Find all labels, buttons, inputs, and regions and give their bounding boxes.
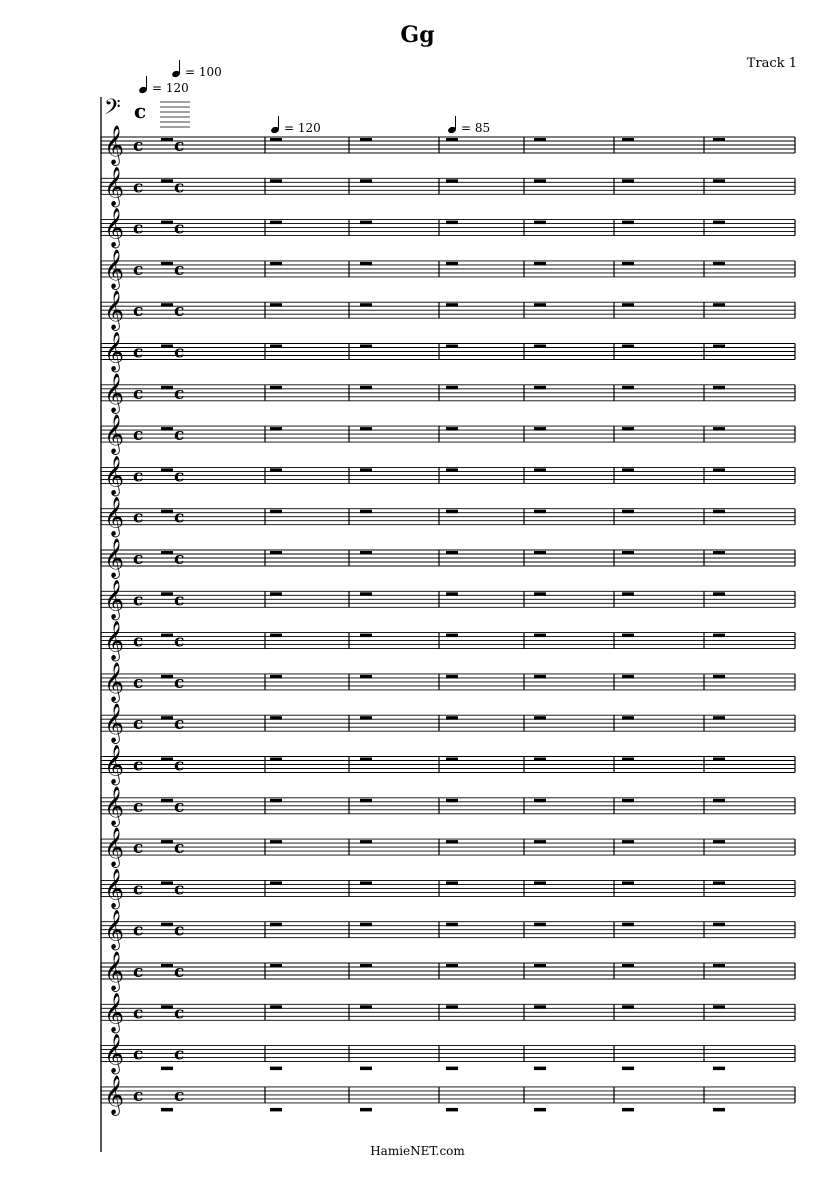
whole-rest — [446, 592, 458, 596]
whole-rest — [161, 551, 173, 555]
whole-rest — [360, 303, 372, 307]
whole-rest — [713, 881, 725, 885]
whole-rest — [534, 303, 546, 307]
whole-rest — [360, 1005, 372, 1009]
whole-rest — [161, 138, 173, 142]
whole-rest — [713, 551, 725, 555]
whole-rest — [534, 716, 546, 720]
time-signature: c — [133, 1085, 144, 1106]
whole-rest — [360, 716, 372, 720]
whole-rest — [161, 345, 173, 349]
whole-rest — [534, 345, 546, 349]
whole-rest — [360, 1067, 372, 1071]
whole-rest — [161, 510, 173, 514]
tempo-mark-1-text: = 120 — [152, 81, 189, 95]
whole-rest — [446, 675, 458, 679]
whole-rest — [161, 716, 173, 720]
treble-clef-icon: 𝄞 — [104, 579, 125, 620]
whole-rest — [161, 386, 173, 390]
time-signature: c — [133, 879, 144, 900]
whole-rest — [622, 675, 634, 679]
whole-rest — [713, 262, 725, 266]
whole-rest — [161, 1108, 173, 1112]
time-signature: c — [133, 962, 144, 982]
whole-rest — [161, 468, 173, 472]
whole-rest — [270, 221, 282, 225]
time-signature: c — [133, 383, 144, 404]
treble-clef-icon: 𝄞 — [104, 785, 125, 826]
time-signature: c — [174, 714, 185, 735]
time-signature: c — [174, 136, 185, 156]
whole-rest — [446, 303, 458, 307]
whole-rest — [713, 468, 725, 472]
time-signature: c — [174, 425, 185, 446]
whole-rest — [270, 758, 282, 762]
treble-clef-icon: 𝄞 — [104, 620, 125, 661]
whole-rest — [360, 551, 372, 555]
whole-rest — [270, 634, 282, 638]
time-signature: c — [133, 672, 144, 693]
footer-credit: HamieNET.com — [370, 1144, 465, 1158]
treble-clef-icon: 𝄞 — [104, 992, 125, 1033]
whole-rest — [360, 758, 372, 762]
whole-rest — [161, 634, 173, 638]
time-signature: c — [174, 879, 185, 900]
whole-rest — [534, 510, 546, 514]
whole-rest — [270, 923, 282, 927]
whole-rest — [360, 799, 372, 803]
whole-rest — [622, 758, 634, 762]
whole-rest — [534, 386, 546, 390]
whole-rest — [270, 716, 282, 720]
time-signature: c — [174, 466, 185, 487]
time-signature: c — [133, 259, 144, 280]
whole-rest — [270, 1005, 282, 1009]
whole-rest — [161, 592, 173, 596]
whole-rest — [713, 221, 725, 225]
whole-rest — [534, 1067, 546, 1071]
whole-rest — [622, 138, 634, 142]
whole-rest — [446, 634, 458, 638]
whole-rest — [161, 675, 173, 679]
whole-rest — [622, 427, 634, 431]
time-signature: c — [174, 1003, 185, 1024]
whole-rest — [161, 1067, 173, 1071]
whole-rest — [534, 881, 546, 885]
time-signature: c — [133, 755, 144, 776]
whole-rest — [446, 1108, 458, 1112]
whole-rest — [622, 468, 634, 472]
whole-rest — [161, 964, 173, 968]
whole-rest — [713, 427, 725, 431]
whole-rest — [446, 551, 458, 555]
time-signature: c — [133, 1003, 144, 1024]
whole-rest — [446, 758, 458, 762]
whole-rest — [534, 675, 546, 679]
whole-rest — [360, 840, 372, 844]
whole-rest — [622, 1108, 634, 1112]
time-signature: c — [174, 383, 185, 404]
whole-rest — [161, 923, 173, 927]
whole-rest — [622, 592, 634, 596]
whole-rest — [713, 758, 725, 762]
whole-rest — [360, 179, 372, 183]
whole-rest — [446, 840, 458, 844]
whole-rest — [360, 964, 372, 968]
whole-rest — [534, 179, 546, 183]
time-signature: c — [174, 631, 185, 652]
whole-rest — [360, 427, 372, 431]
time-signature: c — [133, 920, 144, 941]
whole-rest — [270, 303, 282, 307]
whole-rest — [360, 675, 372, 679]
whole-rest — [446, 1005, 458, 1009]
whole-rest — [161, 303, 173, 307]
whole-rest — [622, 881, 634, 885]
whole-rest — [534, 1005, 546, 1009]
whole-rest — [534, 1108, 546, 1112]
time-signature: c — [133, 301, 144, 322]
treble-clef-icon: 𝄞 — [104, 290, 125, 331]
whole-rest — [360, 138, 372, 142]
whole-rest — [360, 1108, 372, 1112]
whole-rest — [622, 221, 634, 225]
whole-rest — [622, 964, 634, 968]
whole-rest — [270, 1067, 282, 1071]
whole-rest — [446, 386, 458, 390]
whole-rest — [161, 262, 173, 266]
time-signature: c — [174, 218, 185, 239]
treble-clef-icon: 𝄞 — [104, 744, 125, 785]
time-signature: c — [133, 507, 144, 528]
whole-rest — [270, 1108, 282, 1112]
whole-rest — [713, 592, 725, 596]
whole-rest — [713, 345, 725, 349]
whole-rest — [270, 345, 282, 349]
time-signature: c — [174, 796, 185, 817]
whole-rest — [446, 179, 458, 183]
whole-rest — [360, 262, 372, 266]
whole-rest — [270, 386, 282, 390]
treble-clef-icon: 𝄞 — [104, 909, 125, 950]
time-signature: c — [174, 549, 185, 569]
whole-rest — [713, 138, 725, 142]
treble-clef-icon: 𝄞 — [104, 248, 125, 289]
whole-rest — [270, 179, 282, 183]
time-signature: c — [133, 177, 144, 198]
whole-rest — [161, 1005, 173, 1009]
time-signature: c — [133, 549, 144, 569]
whole-rest — [161, 881, 173, 885]
time-signature: c — [133, 136, 144, 156]
whole-rest — [622, 303, 634, 307]
treble-clef-icon: 𝄞 — [104, 1074, 125, 1115]
whole-rest — [270, 551, 282, 555]
time-signature: c — [133, 838, 144, 859]
time-signature: c — [174, 920, 185, 941]
whole-rest — [161, 840, 173, 844]
whole-rest — [713, 675, 725, 679]
whole-rest — [161, 758, 173, 762]
whole-rest — [713, 1108, 725, 1112]
whole-rest — [270, 881, 282, 885]
whole-rest — [446, 427, 458, 431]
whole-rest — [270, 262, 282, 266]
whole-rest — [360, 468, 372, 472]
whole-rest — [534, 138, 546, 142]
whole-rest — [713, 1067, 725, 1071]
time-signature: c — [133, 590, 144, 611]
track-label: Track 1 — [746, 56, 797, 71]
whole-rest — [446, 510, 458, 514]
whole-rest — [713, 179, 725, 183]
bass-clef-icon: 𝄢 — [104, 95, 121, 125]
whole-rest — [446, 468, 458, 472]
whole-rest — [713, 923, 725, 927]
whole-rest — [161, 179, 173, 183]
whole-rest — [360, 386, 372, 390]
time-signature: c — [134, 99, 147, 123]
whole-rest — [534, 964, 546, 968]
treble-clef-icon: 𝄞 — [104, 207, 125, 248]
whole-rest — [446, 262, 458, 266]
whole-rest — [270, 427, 282, 431]
whole-rest — [446, 923, 458, 927]
time-signature: c — [174, 259, 185, 280]
whole-rest — [446, 881, 458, 885]
whole-rest — [270, 799, 282, 803]
whole-rest — [446, 138, 458, 142]
tempo-mark-3-text: = 120 — [284, 121, 321, 135]
time-signature: c — [174, 962, 185, 982]
whole-rest — [622, 262, 634, 266]
whole-rest — [534, 758, 546, 762]
treble-clef-icon: 𝄞 — [104, 331, 125, 372]
whole-rest — [270, 675, 282, 679]
treble-clef-icon: 𝄞 — [104, 827, 125, 868]
time-signature: c — [133, 466, 144, 487]
treble-clef-icon: 𝄞 — [104, 703, 125, 744]
whole-rest — [713, 799, 725, 803]
whole-rest — [534, 551, 546, 555]
time-signature: c — [133, 342, 144, 363]
whole-rest — [713, 964, 725, 968]
whole-rest — [446, 716, 458, 720]
whole-rest — [446, 1067, 458, 1071]
treble-clef-icon: 𝄞 — [104, 661, 125, 702]
whole-rest — [534, 634, 546, 638]
whole-rest — [270, 138, 282, 142]
whole-rest — [446, 221, 458, 225]
whole-rest — [446, 345, 458, 349]
time-signature: c — [174, 838, 185, 859]
whole-rest — [534, 221, 546, 225]
whole-rest — [360, 345, 372, 349]
whole-rest — [360, 510, 372, 514]
score-title: Gg — [400, 22, 435, 48]
time-signature: c — [133, 631, 144, 652]
whole-rest — [270, 592, 282, 596]
time-signature: c — [174, 1085, 185, 1106]
whole-rest — [713, 303, 725, 307]
treble-clef-icon: 𝄞 — [104, 868, 125, 909]
whole-rest — [161, 427, 173, 431]
time-signature: c — [174, 590, 185, 611]
treble-clef-icon: 𝄞 — [104, 414, 125, 455]
treble-clef-icon: 𝄞 — [104, 951, 125, 991]
whole-rest — [622, 799, 634, 803]
whole-rest — [713, 386, 725, 390]
whole-rest — [622, 551, 634, 555]
whole-rest — [270, 964, 282, 968]
whole-rest — [622, 923, 634, 927]
time-signature: c — [133, 218, 144, 239]
whole-rest — [446, 799, 458, 803]
whole-rest — [360, 221, 372, 225]
whole-rest — [534, 840, 546, 844]
whole-rest — [446, 964, 458, 968]
time-signature: c — [133, 1044, 144, 1065]
whole-rest — [713, 1005, 725, 1009]
time-signature: c — [174, 342, 185, 363]
whole-rest — [622, 634, 634, 638]
treble-clef-icon: 𝄞 — [104, 125, 125, 165]
whole-rest — [360, 881, 372, 885]
time-signature: c — [174, 755, 185, 776]
whole-rest — [534, 799, 546, 803]
time-signature: c — [133, 425, 144, 446]
time-signature: c — [174, 1044, 185, 1065]
treble-clef-icon: 𝄞 — [104, 538, 125, 578]
treble-clef-icon: 𝄞 — [104, 166, 125, 207]
whole-rest — [622, 716, 634, 720]
whole-rest — [534, 923, 546, 927]
whole-rest — [622, 179, 634, 183]
whole-rest — [713, 634, 725, 638]
time-signature: c — [133, 796, 144, 817]
whole-rest — [622, 386, 634, 390]
treble-clef-icon: 𝄞 — [104, 496, 125, 537]
whole-rest — [270, 468, 282, 472]
whole-rest — [534, 468, 546, 472]
tempo-mark-2-text: = 100 — [185, 65, 222, 79]
whole-rest — [270, 840, 282, 844]
time-signature: c — [133, 714, 144, 735]
whole-rest — [622, 1005, 634, 1009]
time-signature: c — [174, 672, 185, 693]
whole-rest — [713, 716, 725, 720]
whole-rest — [534, 262, 546, 266]
whole-rest — [360, 592, 372, 596]
whole-rest — [360, 923, 372, 927]
treble-clef-icon: 𝄞 — [104, 372, 125, 413]
whole-rest — [713, 510, 725, 514]
treble-clef-icon: 𝄞 — [104, 455, 125, 496]
time-signature: c — [174, 507, 185, 528]
whole-rest — [270, 510, 282, 514]
whole-rest — [161, 799, 173, 803]
whole-rest — [622, 345, 634, 349]
whole-rest — [534, 592, 546, 596]
treble-clef-icon: 𝄞 — [104, 1033, 125, 1074]
time-signature: c — [174, 177, 185, 198]
whole-rest — [360, 634, 372, 638]
whole-rest — [713, 840, 725, 844]
tempo-mark-4-text: = 85 — [461, 121, 491, 135]
whole-rest — [622, 510, 634, 514]
whole-rest — [622, 840, 634, 844]
whole-rest — [622, 1067, 634, 1071]
whole-rest — [161, 221, 173, 225]
whole-rest — [534, 427, 546, 431]
time-signature: c — [174, 301, 185, 322]
